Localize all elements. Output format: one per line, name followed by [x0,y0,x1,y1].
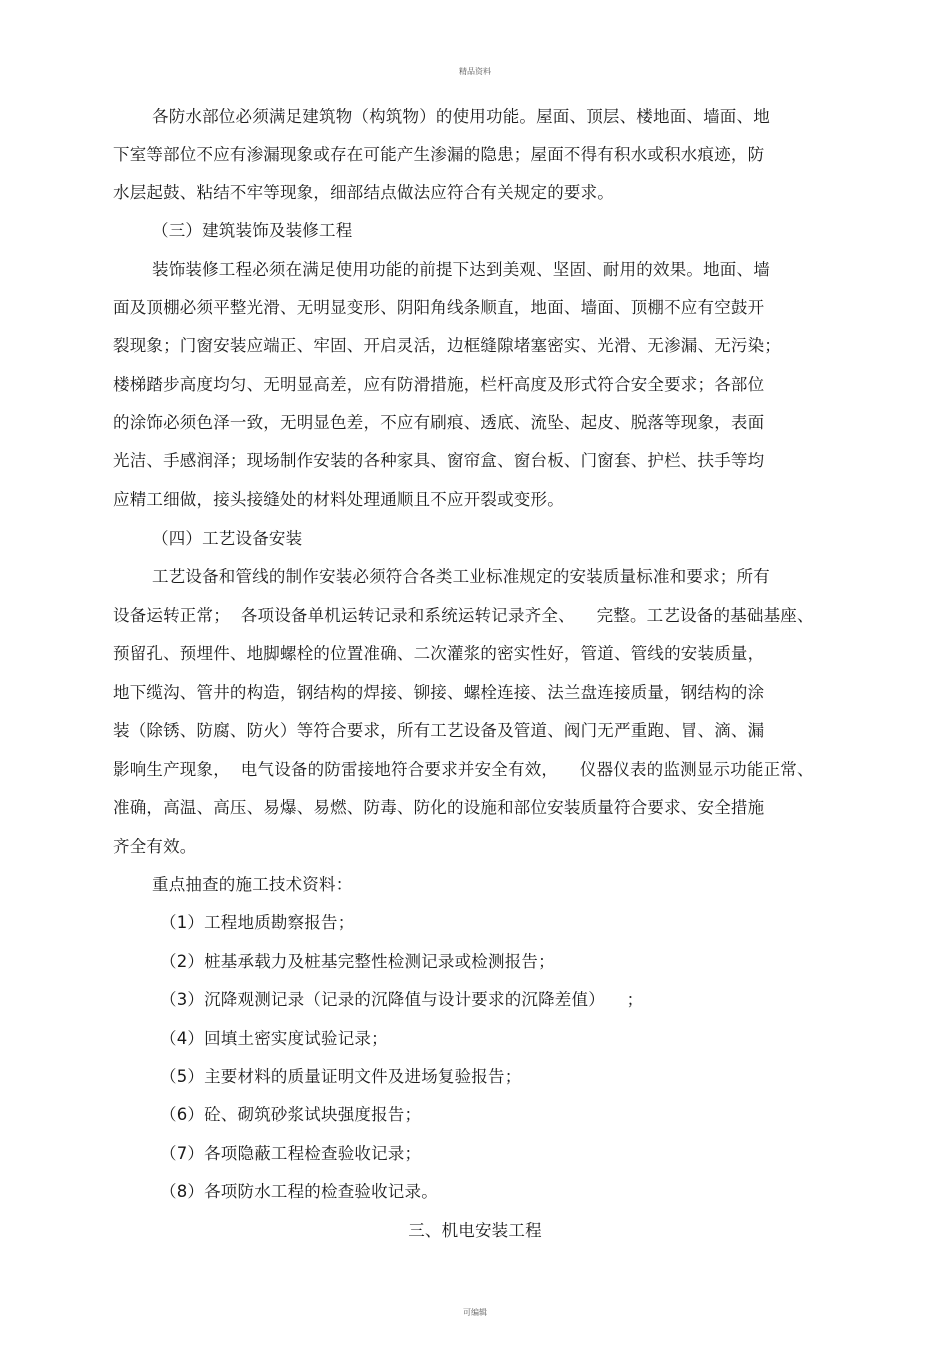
paragraph-line: 装（除锈、防腐、防火）等符合要求，所有工艺设备及管道、阀门无严重跑、冒、滴、漏 [113,721,765,740]
list-item: （7）各项隐蔽工程检查验收记录； [160,1144,422,1163]
section-heading-4: （四）工艺设备安装 [152,529,303,548]
paragraph-line: 的涂饰必须色泽一致，无明显色差，不应有刷痕、透底、流坠、起皮、脱落等现象，表面 [113,413,765,432]
paragraph-line: 下室等部位不应有渗漏现象或存在可能产生渗漏的隐患；屋面不得有积水或积水痕迹，防 [113,145,765,164]
paragraph-line: 准确，高温、高压、易爆、易燃、防毒、防化的设施和部位安装质量符合要求、安全措施 [113,798,765,817]
list-item: （5）主要材料的质量证明文件及进场复验报告； [160,1067,522,1086]
paragraph-line: 装饰装修工程必须在满足使用功能的前提下达到美观、坚固、耐用的效果。地面、墙 [152,260,770,279]
paragraph-line: 应精工细做，接头接缝处的材料处理通顺且不应开裂或变形。 [113,490,564,509]
paragraph-line: 各防水部位必须满足建筑物（构筑物）的使用功能。屋面、顶层、楼地面、墙面、地 [152,107,770,126]
paragraph-line: 工艺设备和管线的制作安装必须符合各类工业标准规定的安装质量标准和要求；所有 [152,567,770,586]
page-footer: 可编辑 [463,1308,487,1317]
paragraph-line: 影响生产现象， 电气设备的防雷接地符合要求并安全有效， 仪器仪表的监测显示功能正常、 [113,760,814,779]
paragraph-line: 设备运转正常； 各项设备单机运转记录和系统运转记录齐全、 完整。工艺设备的基础基座、 [113,606,814,625]
checklist-intro: 重点抽查的施工技术资料： [152,875,353,894]
next-section-heading: 三、机电安装工程 [408,1221,542,1240]
list-item: （4）回填土密实度试验记录； [160,1029,388,1048]
paragraph-line: 面及顶棚必须平整光滑、无明显变形、阴阳角线条顺直，地面、墙面、顶棚不应有空鼓开 [113,298,765,317]
paragraph-line: 齐全有效。 [113,837,197,856]
paragraph-line: 光洁、手感润泽；现场制作安装的各种家具、窗帘盒、窗台板、门窗套、护栏、扶手等均 [113,451,765,470]
list-item: （1）工程地质勘察报告； [160,913,355,932]
section-heading-3: （三）建筑装饰及装修工程 [152,221,353,240]
page-header: 精品资料 [459,67,491,76]
paragraph-line: 裂现象；门窗安装应端正、牢固、开启灵活，边框缝隙堵塞密实、光滑、无渗漏、无污染； [113,336,781,355]
paragraph-line: 地下缆沟、管井的构造，钢结构的焊接、铆接、螺栓连接、法兰盘连接质量，钢结构的涂 [113,683,765,702]
paragraph-line: 水层起鼓、粘结不牢等现象，细部结点做法应符合有关规定的要求。 [113,183,614,202]
paragraph-line: 楼梯踏步高度均匀、无明显高差，应有防滑措施，栏杆高度及形式符合安全要求；各部位 [113,375,765,394]
list-item: （3）沉降观测记录（记录的沉降值与设计要求的沉降差值） ； [160,990,644,1009]
paragraph-line: 预留孔、预埋件、地脚螺栓的位置准确、二次灌浆的密实性好，管道、管线的安装质量， [113,644,765,663]
list-item: （6）砼、砌筑砂浆试块强度报告； [160,1105,422,1124]
list-item: （2）桩基承载力及桩基完整性检测记录或检测报告； [160,952,555,971]
list-item: （8）各项防水工程的检查验收记录。 [160,1182,438,1201]
